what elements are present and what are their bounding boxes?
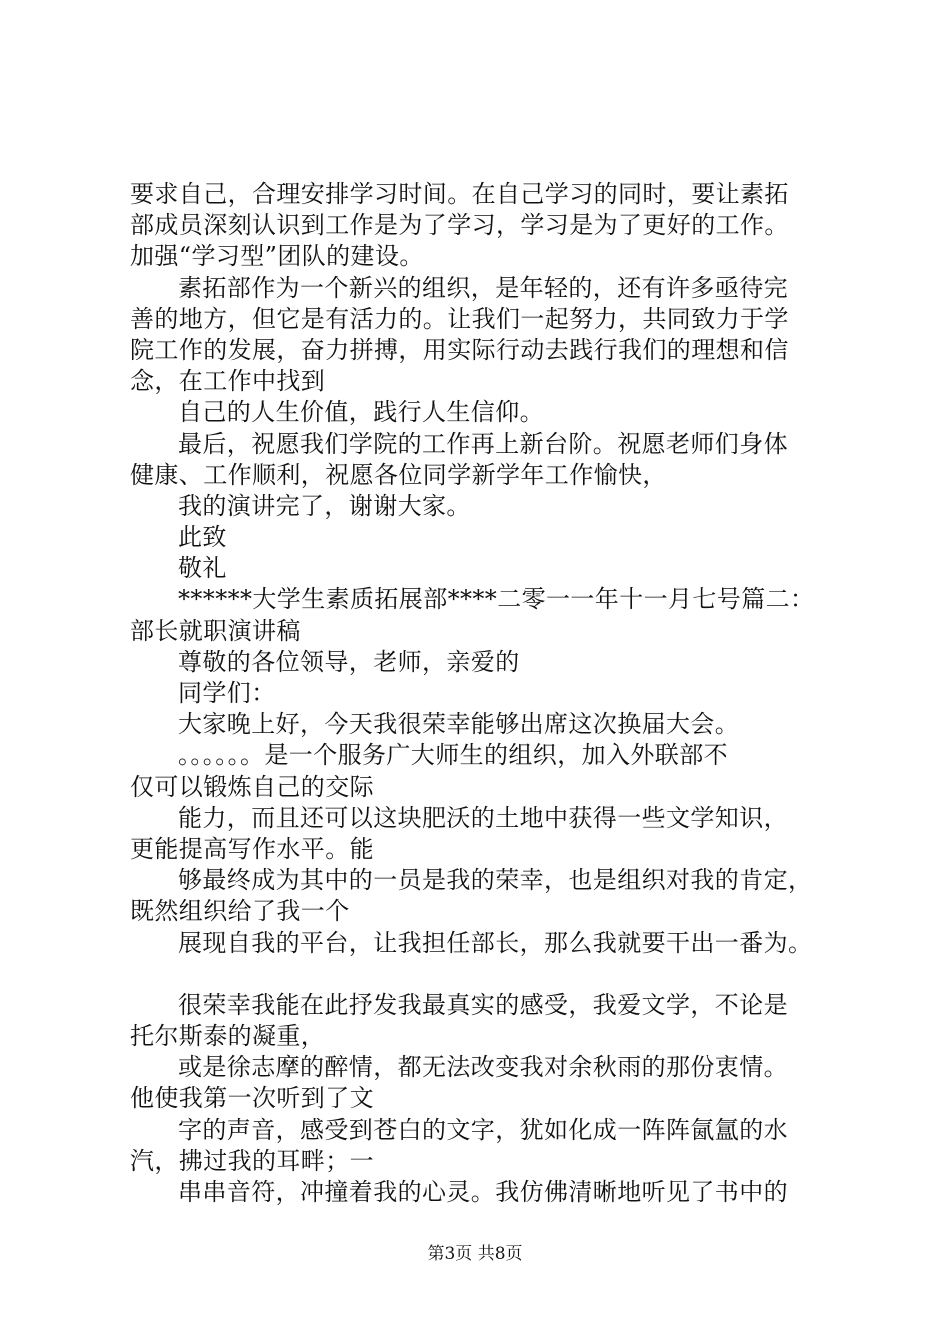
text-line: 他使我第一次听到了文 (130, 1084, 374, 1113)
text-line: 能力，而且还可以这块肥沃的土地中获得一些文学知识， (178, 803, 788, 832)
text-line: 大家晚上好，今天我很荣幸能够出席这次换届大会。 (178, 710, 740, 739)
text-line: 够最终成为其中的一员是我的荣幸，也是组织对我的肯定， (178, 866, 813, 895)
text-line: 敬礼 (178, 554, 227, 583)
text-line: 念，在工作中找到 (130, 367, 326, 396)
text-line: 既然组织给了我一个 (130, 897, 350, 926)
text-line: 仅可以锻炼自己的交际 (130, 772, 374, 801)
text-line: 要求自己，合理安排学习时间。在自己学习的同时，要让素拓 (130, 180, 789, 208)
page-indicator: 第3页 共8页 (427, 1244, 523, 1264)
text-line: 素拓部作为一个新兴的组织，是年轻的，还有许多亟待完 (178, 273, 788, 302)
text-line: 。。。。。。是一个服务广大师生的组织，加入外联部不 (178, 741, 728, 770)
text-line: 或是徐志摩的醉情，都无法改变我对余秋雨的那份衷情。 (178, 1053, 788, 1082)
text-line: 更能提高写作水平。能 (130, 834, 374, 863)
text-line: 字的声音，感受到苍白的文字，犹如化成一阵阵氤氲的水 (178, 1115, 788, 1144)
text-line: 展现自我的平台，让我担任部长，那么我就要干出一番为。 (178, 928, 813, 957)
body-text (130, 179, 850, 1208)
text-line: 我的演讲完了，谢谢大家。 (178, 491, 471, 520)
text-line: 部成员深刻认识到工作是为了学习，学习是为了更好的工作。 (130, 211, 789, 240)
text-line: 健康、工作顺利，祝愿各位同学新学年工作愉快， (130, 460, 667, 489)
text-line: 此致 (178, 523, 227, 552)
text-line: 尊敬的各位领导，老师，亲爱的 (178, 647, 520, 676)
text-line: 串串音符，冲撞着我的心灵。我仿佛清晰地听见了书中的 (178, 1178, 788, 1206)
text-line: 同学们： (178, 679, 276, 707)
text-line: 托尔斯泰的凝重， (130, 1022, 326, 1051)
text-line: 加强“学习型”团队的建设。 (130, 242, 424, 271)
text-line: 部长就职演讲稿 (130, 616, 301, 645)
text-line: 院工作的发展，奋力拼搏，用实际行动去践行我们的理想和信 (130, 335, 789, 364)
text-line: 很荣幸我能在此抒发我最真实的感受，我爱文学，不论是 (178, 990, 788, 1019)
text-line: 汽，拂过我的耳畔；一 (130, 1146, 374, 1175)
text-line: 自己的人生价值，践行人生信仰。 (178, 398, 544, 427)
text-line: 善的地方，但它是有活力的。让我们一起努力，共同致力于学 (130, 304, 789, 333)
text-line: ******大学生素质拓展部****二零一一年十一月七号篇二： (178, 585, 815, 614)
text-line: 最后，祝愿我们学院的工作再上新台阶。祝愿老师们身体 (178, 429, 788, 458)
blank-line (130, 959, 850, 990)
